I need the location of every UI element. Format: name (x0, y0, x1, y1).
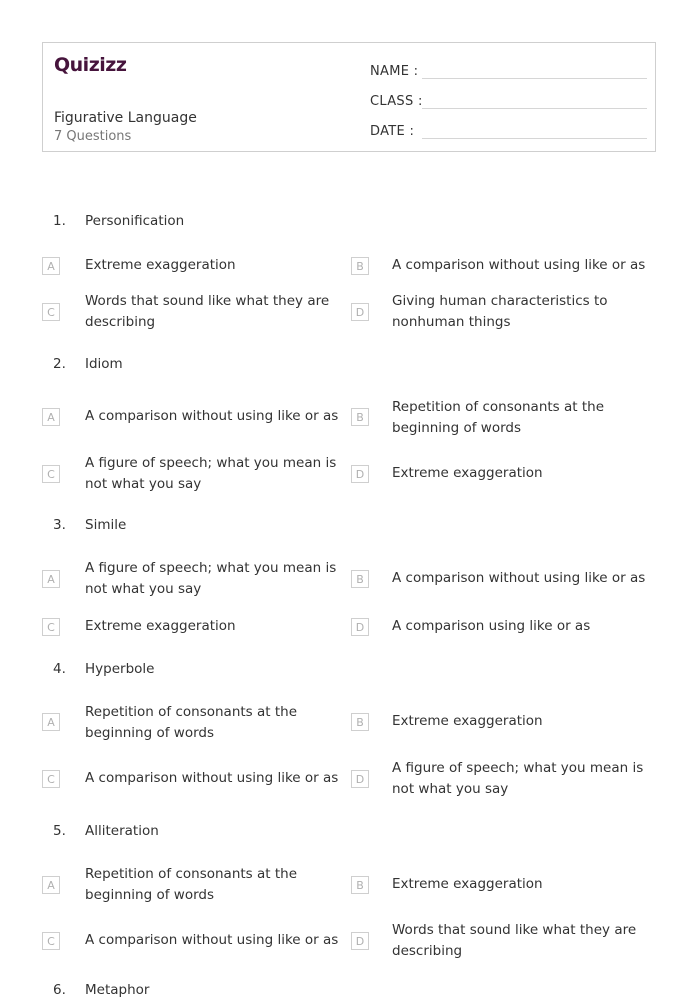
option-letter-box: A (42, 257, 60, 275)
option-letter-box: D (351, 303, 369, 321)
question-number: 1. (53, 213, 66, 229)
option-text: A figure of speech; what you mean is not what you say (392, 760, 644, 797)
option-text: Extreme exaggeration (392, 876, 543, 892)
option-letter-box: C (42, 303, 60, 321)
question-number: 4. (53, 661, 66, 677)
option-letter-box: C (42, 770, 60, 788)
option-letter-box: A (42, 408, 60, 426)
option-letter-box: A (42, 570, 60, 588)
question-text: Simile (85, 517, 127, 533)
option-text: A comparison without using like or as (85, 932, 339, 948)
question-text: Metaphor (85, 982, 150, 998)
name-field[interactable] (370, 59, 647, 79)
option-text: A figure of speech; what you mean is not what you say (85, 560, 337, 597)
question-number: 3. (53, 517, 66, 533)
option-text: A comparison without using like or as (392, 570, 646, 586)
option-text: A comparison without using like or as (392, 257, 646, 273)
question-count: 7 Questions (54, 129, 132, 144)
option-text: Extreme exaggeration (85, 257, 236, 273)
question-number: 2. (53, 356, 66, 372)
date-label: DATE : (370, 124, 415, 139)
option-text: Extreme exaggeration (392, 713, 543, 729)
date-field[interactable] (370, 119, 647, 139)
option-letter-box: D (351, 770, 369, 788)
option-letter-box: D (351, 618, 369, 636)
option-letter-box: A (42, 876, 60, 894)
option-letter-box: B (351, 257, 369, 275)
option-letter-box: A (42, 713, 60, 731)
option-letter-box: B (351, 713, 369, 731)
option-letter-box: D (351, 465, 369, 483)
option-letter-box: C (42, 618, 60, 636)
option-letter-box: C (42, 932, 60, 950)
question-number: 5. (53, 823, 66, 839)
option-text: Words that sound like what they are describing (392, 922, 637, 959)
option-text: A comparison without using like or as (85, 408, 339, 424)
quizizz-logo: Quizizz (54, 54, 127, 76)
worksheet-header (42, 42, 656, 152)
date-line (422, 138, 647, 139)
option-letter-box: D (351, 932, 369, 950)
option-letter-box: C (42, 465, 60, 483)
name-line (422, 78, 647, 79)
question-text: Hyperbole (85, 661, 155, 677)
option-text: A comparison using like or as (392, 618, 591, 634)
option-text: Giving human characteristics to nonhuman things (392, 293, 608, 330)
option-letter-box: B (351, 570, 369, 588)
worksheet-title: Figurative Language (54, 110, 197, 126)
class-line (422, 108, 647, 109)
option-letter-box: B (351, 408, 369, 426)
option-text: Repetition of consonants at the beginning of words (85, 866, 297, 903)
class-field[interactable] (370, 89, 647, 109)
class-label: CLASS : (370, 94, 423, 109)
option-text: A figure of speech; what you mean is not what you say (85, 455, 337, 492)
option-text: A comparison without using like or as (85, 770, 339, 786)
option-text: Extreme exaggeration (392, 465, 543, 481)
option-letter-box: B (351, 876, 369, 894)
question-text: Idiom (85, 356, 123, 372)
option-text: Repetition of consonants at the beginning of words (392, 399, 604, 436)
name-label: NAME : (370, 64, 419, 79)
option-text: Words that sound like what they are describing (85, 293, 330, 330)
question-number: 6. (53, 982, 66, 998)
option-text: Repetition of consonants at the beginning of words (85, 704, 297, 741)
question-text: Personification (85, 213, 185, 229)
option-text: Extreme exaggeration (85, 618, 236, 634)
question-text: Alliteration (85, 823, 159, 839)
